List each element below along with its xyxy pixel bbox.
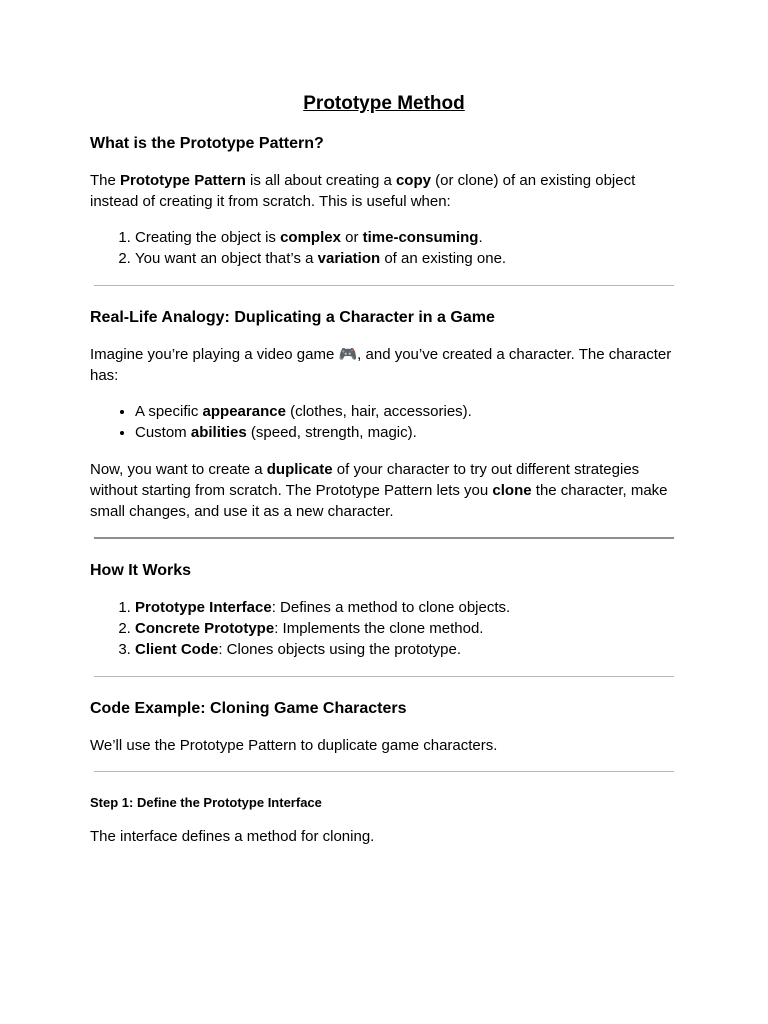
text-run: , and you’ve created a character. The character has: [90, 346, 672, 384]
bold-text: Prototype Pattern [120, 172, 246, 189]
text-run: (clothes, hair, accessories). [285, 403, 472, 420]
text-run: The [90, 172, 121, 189]
text-run: Now, you want to create a [90, 461, 267, 478]
text-run: of your character to try out different strategies without starting from scratch. The Prototype Pattern lets you [90, 461, 640, 499]
text-run: . [478, 229, 483, 246]
step-paragraph: The interface defines a method for cloning. [90, 828, 375, 845]
list-item [135, 227, 678, 248]
bold-text: complex [280, 229, 341, 246]
section-what-is-prototype [90, 134, 678, 269]
list-item [135, 401, 678, 422]
bold-text: variation [317, 250, 381, 267]
text-run: : Implements the clone method. [274, 620, 484, 637]
numbered-list [90, 597, 678, 660]
bold-text: time-consuming [362, 229, 479, 246]
text-run: : Defines a method to clone objects. [271, 599, 511, 616]
text-run: Custom [135, 424, 191, 441]
bold-text: Concrete Prototype [135, 620, 275, 637]
analogy-paragraph [90, 344, 678, 386]
section-code-example [90, 699, 678, 756]
list-item [135, 639, 678, 660]
divider [94, 537, 674, 539]
text-run: the character, make small changes, and use it as a new character. [90, 482, 668, 520]
bold-text: abilities [190, 424, 247, 441]
divider [94, 676, 674, 677]
bold-text: copy [395, 172, 431, 189]
section-how-it-works [90, 561, 678, 660]
text-run: You want an object that’s a [135, 250, 318, 267]
intro-paragraph [90, 170, 678, 212]
video-game-controller-icon: 🎮 [338, 345, 358, 363]
bold-text: appearance [202, 403, 286, 420]
text-run: : Clones objects using the prototype. [218, 641, 461, 658]
divider [94, 771, 674, 772]
step-heading: Step 1: Define the Prototype Interface [90, 795, 322, 810]
list-item [135, 618, 678, 639]
section-heading: How It Works [90, 562, 192, 579]
list-item [135, 422, 678, 443]
text-run: (speed, strength, magic). [246, 424, 417, 441]
bold-text: Prototype Interface [135, 599, 272, 616]
code-example-paragraph: We’ll use the Prototype Pattern to duplicate game characters. [90, 737, 498, 754]
list-item [135, 597, 678, 618]
section-heading: Real-Life Analogy: Duplicating a Character in a Game [90, 309, 495, 326]
bold-text: duplicate [266, 461, 333, 478]
text-run: (or clone) of an existing object instead of creating it from scratch. This is useful when: [90, 172, 636, 210]
text-run: Imagine you’re playing a video game [90, 346, 339, 363]
text-run: of an existing one. [380, 250, 507, 267]
duplicate-paragraph [90, 459, 678, 522]
text-run: is all about creating a [245, 172, 396, 189]
section-real-life-analogy [90, 308, 678, 522]
bold-text: clone [492, 482, 532, 499]
section-heading: What is the Prototype Pattern? [90, 135, 324, 152]
bold-text: Client Code [135, 641, 219, 658]
section-heading: Code Example: Cloning Game Characters [90, 700, 407, 717]
text-run: Creating the object is [135, 229, 281, 246]
list-item [135, 248, 678, 269]
text-run: or [340, 229, 363, 246]
page-title: Prototype Method [303, 93, 465, 114]
divider [94, 285, 674, 286]
section-step-1 [90, 794, 678, 847]
text-run: A specific [135, 403, 203, 420]
numbered-list [90, 227, 678, 269]
bullet-list [90, 401, 678, 443]
